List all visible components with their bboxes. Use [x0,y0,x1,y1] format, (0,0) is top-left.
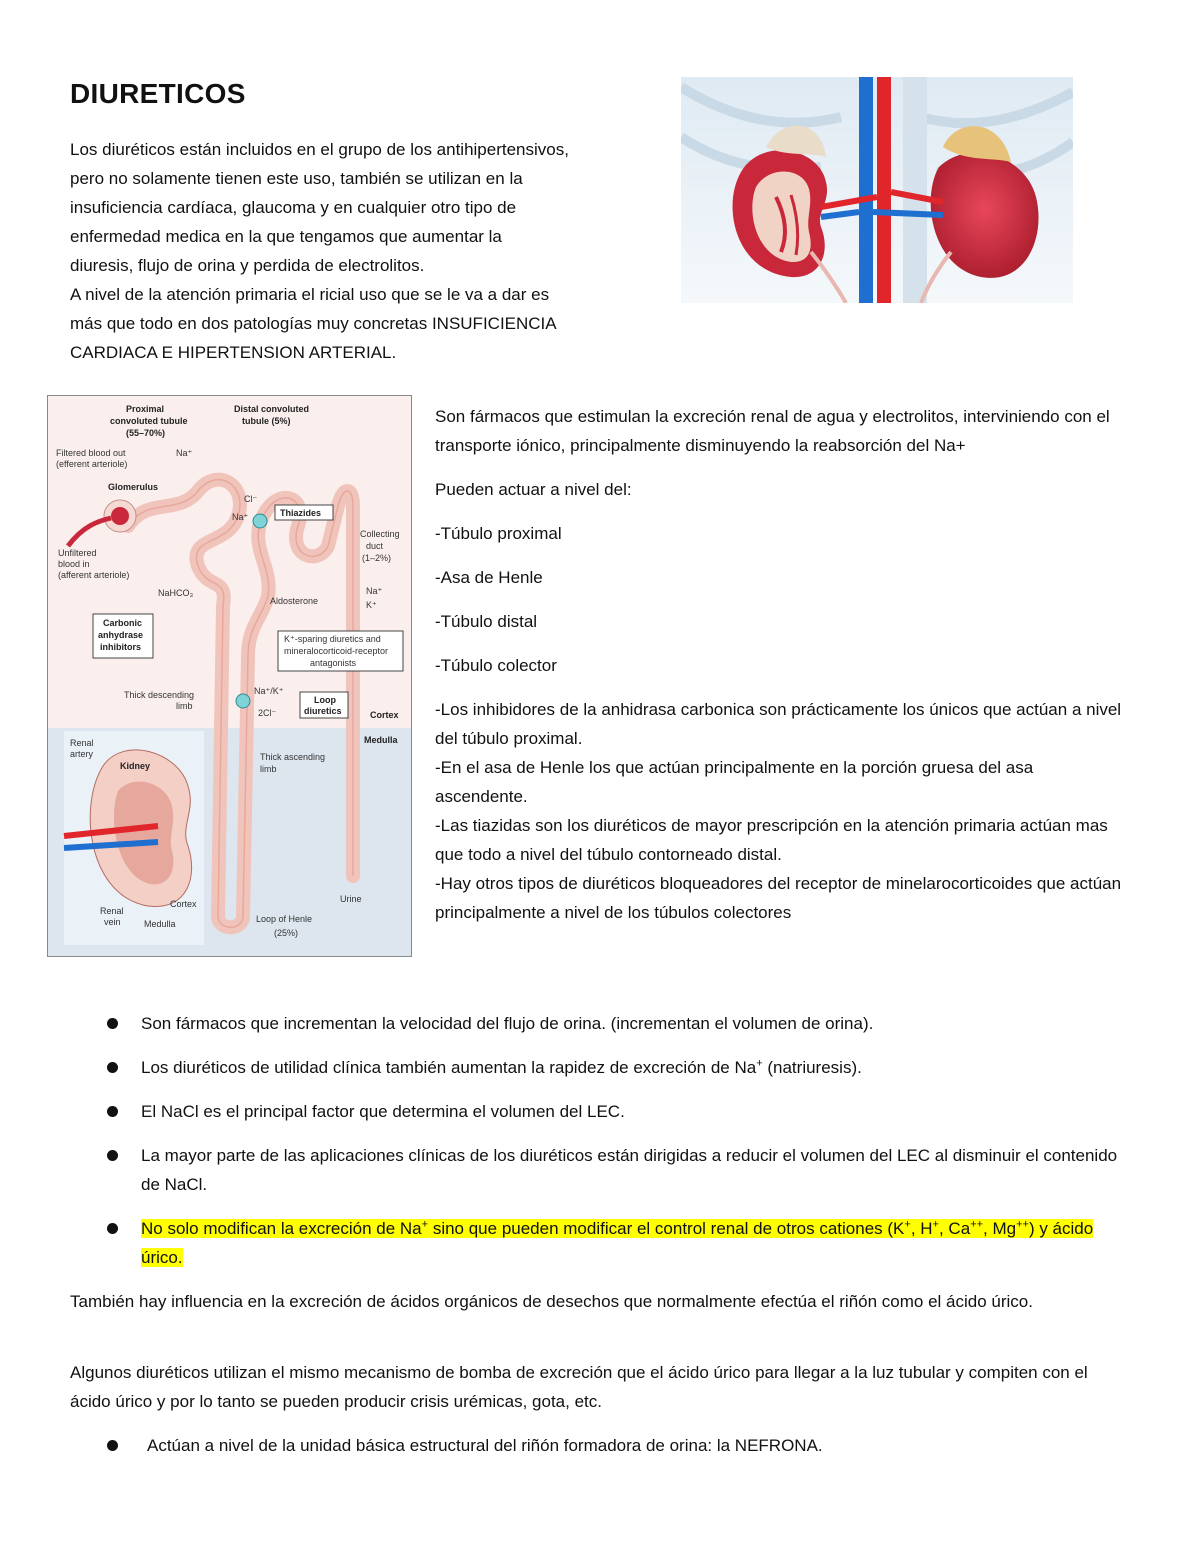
definition-paragraph: Son fármacos que estimulan la excreción renal de agua y electrolitos, interviniendo con el transporte iónico, principalmente disminuyendo la reabsorción del Na+ [435,407,1110,455]
label-thick-descending-limb: limb [176,701,193,711]
label-thick-descending: Thick descending [124,690,195,700]
list-item-text: La mayor parte de las aplicaciones clínicas de los diuréticos están dirigidas a reducir el volumen del LEC al disminuir el contenido de NaCl. [141,1146,1118,1194]
superscript: + [756,1057,763,1070]
text-segment: No solo modifican la excreción de Na [141,1219,422,1238]
list-item-text: El NaCl es el principal factor que determina el volumen del LEC. [141,1102,625,1121]
note-carbonic-anhydrase: -Los inhibidores de la anhidrasa carbonica son prácticamente los únicos que actúan a nivel del túbulo proximal. [435,700,1122,748]
list-item-highlighted [105,1214,1125,1272]
label-convoluted-tubule: convoluted tubule [110,416,188,426]
site-item: -Túbulo colector [435,656,557,675]
site-item: -Túbulo proximal [435,524,562,543]
label-distal: Distal convoluted [234,404,310,414]
label-2cl: 2Cl⁻ [258,708,277,718]
label-urine: Urine [340,894,362,904]
label-proximal: Proximal [126,404,165,414]
list-item-text: Son fármacos que incrementan la velocidad del flujo de orina. (incrementan el volumen de orina). [141,1014,874,1033]
list-item [105,1053,1125,1082]
label-vein: vein [104,917,121,927]
bullet-icon [107,1062,118,1073]
label-loop-of-henle: Loop of Henle [256,914,313,924]
label-renal-artery: Renal [70,738,94,748]
label-cortex-top: Cortex [370,710,399,720]
superscript: + [932,1218,939,1231]
organic-acids-paragraph: También hay influencia en la excreción de ácidos orgánicos de desechos que normalmente efectúa el riñón como el ácido úrico. [70,1292,1033,1311]
label-na-distal: Na⁺ [232,512,249,522]
label-thick-ascending-limb: limb [260,764,277,774]
label-cortex-inset: Cortex [170,899,197,909]
label-antagonists: antagonists [310,658,357,668]
intro-line: diuresis, flujo de orina y perdida de electrolitos. [70,256,425,275]
intro-line: insuficiencia cardíaca, glaucoma y en cualquier otro tipo de [70,198,517,217]
uric-acid-paragraph: Algunos diuréticos utilizan el mismo mecanismo de bomba de excreción que el ácido úrico para llegar a la luz tubular y compiten con el ácido úrico y por lo tanto se pueden producir crisis urémicas, gota, etc. [70,1363,1088,1411]
label-efferent: (efferent arteriole) [56,459,128,469]
nephron-diagram-image [47,395,412,957]
label-distal-tubule: tubule (5%) [242,416,291,426]
list-item [105,1097,1125,1126]
superscript: ++ [970,1218,984,1231]
label-k: K⁺ [366,600,377,610]
label-mineralocorticoid: mineralocorticoid-receptor [284,646,389,656]
label-collecting: Collecting [360,529,400,539]
document-title: DIURETICOS [70,78,246,109]
note-loop-henle: -En el asa de Henle los que actúan principalmente en la porción gruesa del asa ascendente. [435,758,1034,806]
label-loop: Loop [314,695,336,705]
label-proximal-pct: (55–70%) [126,428,166,438]
site-notes [435,695,1125,927]
label-renal-vein: Renal [100,906,124,916]
nephron-point-list [105,1431,1105,1460]
intro-line: Los diuréticos están incluidos en el grupo de los antihipertensivos, [70,140,569,159]
bullet-icon [107,1106,118,1117]
note-mineralocorticoid: -Hay otros tipos de diuréticos bloqueadores del receptor de minelarocorticoides que actúan principalmente a nivel de los túbulos colectores [435,874,1122,922]
text-segment: ) y ácido úrico. [141,1219,1094,1267]
label-na-collecting: Na⁺ [366,586,383,596]
intro-line: más que todo en dos patologías muy concretas INSUFICIENCIA [70,314,557,333]
sites-intro: Pueden actuar a nivel del: [435,480,632,499]
bullet-icon [107,1440,118,1451]
text-segment: , H [910,1219,933,1238]
list-item [105,1141,1125,1199]
list-item-text: (natriuresis). [762,1058,862,1077]
intro-line: CARDIACA E HIPERTENSION ARTERIAL. [70,343,397,362]
list-item-text: Actúan a nivel de la unidad básica estructural del riñón formadora de orina: la NEFRONA. [147,1436,823,1455]
label-collecting-pct: (1–2%) [362,553,392,563]
intro-paragraph [70,135,660,367]
kidney-anatomy-image [681,77,1073,303]
label-afferent: (afferent arteriole) [58,570,130,580]
superscript: + [904,1218,911,1231]
label-artery: artery [70,749,94,759]
site-item: -Túbulo distal [435,612,538,631]
note-thiazides: -Las tiazidas son los diuréticos de mayor prescripción en la atención primaria actúan mas que todo a nivel del túbulo contorneado distal. [435,816,1108,864]
label-glomerulus: Glomerulus [108,482,159,492]
list-item-text: Los diuréticos de utilidad clínica también aumentan la rapidez de excreción de Na [141,1058,757,1077]
bullet-icon [107,1150,118,1161]
list-item [105,1009,1125,1038]
label-na-top: Na⁺ [176,448,193,458]
label-loop-diuretics: diuretics [304,706,342,716]
text-segment: sino que pueden modificar el control renal de otros cationes (K [428,1219,905,1238]
list-item [105,1431,1105,1460]
key-points-list [105,1009,1125,1287]
label-medulla-top: Medulla [364,735,398,745]
text-segment: , Ca [938,1219,971,1238]
label-nak: Na⁺/K⁺ [254,686,284,696]
superscript: ++ [1016,1218,1029,1231]
text-segment: , Mg [983,1219,1017,1238]
intro-line: A nivel de la atención primaria el ricial uso que se le va a dar es [70,285,550,304]
bullet-icon [107,1018,118,1029]
nephron-diagram [48,396,412,957]
bullet-icon [107,1223,118,1234]
label-cl: Cl⁻ [244,494,258,504]
site-item: -Asa de Henle [435,568,543,587]
label-inhibitors: inhibitors [100,642,141,652]
label-duct: duct [366,541,384,551]
label-nahco3: NaHCO₃ [158,588,194,598]
label-thiazides: Thiazides [280,508,322,518]
label-henle-pct: (25%) [274,928,299,938]
superscript: + [421,1218,429,1231]
intro-line: pero no solamente tienen este uso, también se utilizan en la [70,169,523,188]
label-thick-ascending: Thick ascending [260,752,326,762]
label-unfiltered: Unfiltered [58,548,97,558]
label-aldosterone: Aldosterone [270,596,319,606]
label-ksparing: K⁺-sparing diuretics and [284,634,381,644]
label-blood-in: blood in [58,559,90,569]
label-anhydrase: anhydrase [98,630,144,640]
label-filtered-blood: Filtered blood out [56,448,126,458]
label-carbonic: Carbonic [103,618,143,628]
label-kidney: Kidney [120,761,151,771]
highlighted-text [141,1219,1093,1267]
mechanism-text-column [435,402,1125,927]
intro-line: enfermedad medica en la que tengamos que aumentar la [70,227,502,246]
label-medulla-inset: Medulla [144,919,176,929]
kidney-illustration [681,77,1073,303]
